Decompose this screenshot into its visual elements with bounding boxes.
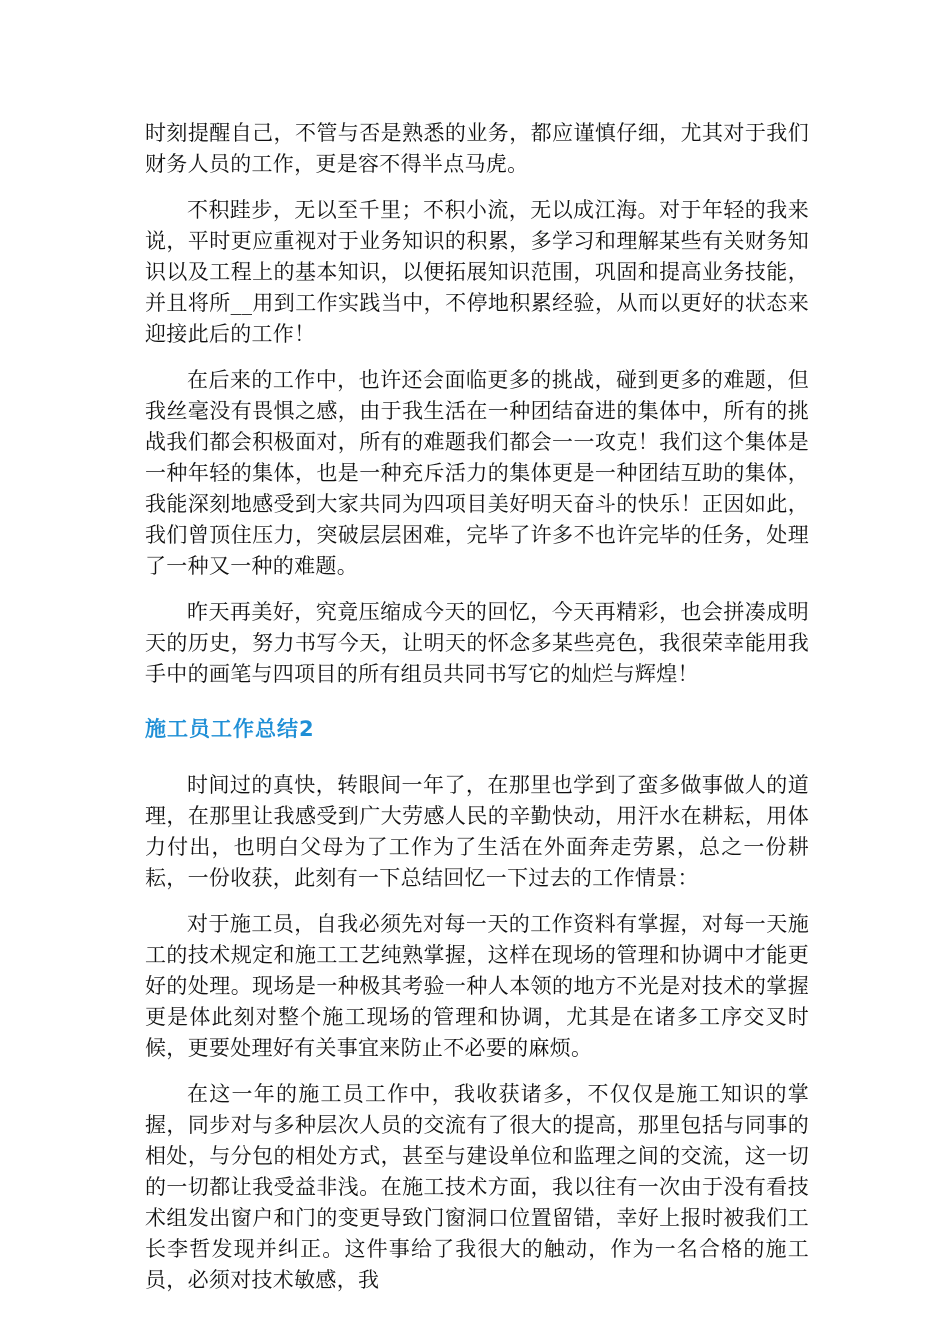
section-heading: 施工员工作总结2	[145, 717, 315, 741]
paragraph: 在这一年的施工员工作中，我收获诸多，不仅仅是施工知识的掌握，同步对与多种层次人员的交流有了很大的提高，那里包括与同事的相处，与分包的相处方式，甚至与建设单位和监理之间的交流，这一切的一切都让我受益非浅。在施工技术方面，我以往有一次由于没有看技术组发出窗户和门的变更导致门窗洞口位置留错，幸好上报时被我们工长李哲发现并纠正。这件事给了我很大的触动，作为一名合格的施工员，必须对技术敏感，我	[145, 1082, 809, 1292]
paragraph: 时刻提醒自己，不管与否是熟悉的业务，都应谨慎仔细，尤其对于我们财务人员的工作，更是容不得半点马虎。	[145, 121, 809, 176]
paragraph: 昨天再美好，究竟压缩成今天的回忆，今天再精彩，也会拼凑成明天的历史，努力书写今天，让明天的怀念多某些亮色，我很荣幸能用我手中的画笔与四项目的所有组员共同书写它的灿烂与辉煌！	[145, 600, 809, 686]
paragraph: 在后来的工作中，也许还会面临更多的挑战，碰到更多的难题，但我丝毫没有畏惧之感，由于我生活在一种团结奋进的集体中，所有的挑战我们都会积极面对，所有的难题我们都会一一攻克！我们这个集体是一种年轻的集体，也是一种充斥活力的集体更是一种团结互助的集体，我能深刻地感受到大家共同为四项目美好明天奋斗的快乐！正因如此，我们曾顶住压力，突破层层困难，完毕了许多不也许完毕的任务，处理了一种又一种的难题。	[145, 368, 809, 578]
paragraph: 对于施工员，自我必须先对每一天的工作资料有掌握，对每一天施工的技术规定和施工工艺纯熟掌握，这样在现场的管理和协调中才能更好的处理。现场是一种极其考验一种人本领的地方不光是对技术的掌握更是体此刻对整个施工现场的管理和协调，尤其是在诸多工序交叉时候，更要处理好有关事宜来防止不必要的麻烦。	[145, 912, 809, 1060]
paragraph: 时间过的真快，转眼间一年了，在那里也学到了蛮多做事做人的道理，在那里让我感受到广大劳感人民的辛勤快动，用汗水在耕耘，用体力付出，也明白父母为了工作为了生活在外面奔走劳累，总之一份耕耘，一份收获，此刻有一下总结回忆一下过去的工作情景：	[145, 773, 809, 890]
paragraph: 不积跬步，无以至千里；不积小流，无以成江海。对于年轻的我来说，平时更应重视对于业务知识的积累，多学习和理解某些有关财务知识以及工程上的基本知识，以便拓展知识范围，巩固和提高业务技能，并且将所__用到工作实践当中，不停地积累经验，从而以更好的状态来迎接此后的工作！	[145, 198, 809, 346]
document-page	[145, 118, 809, 1311]
